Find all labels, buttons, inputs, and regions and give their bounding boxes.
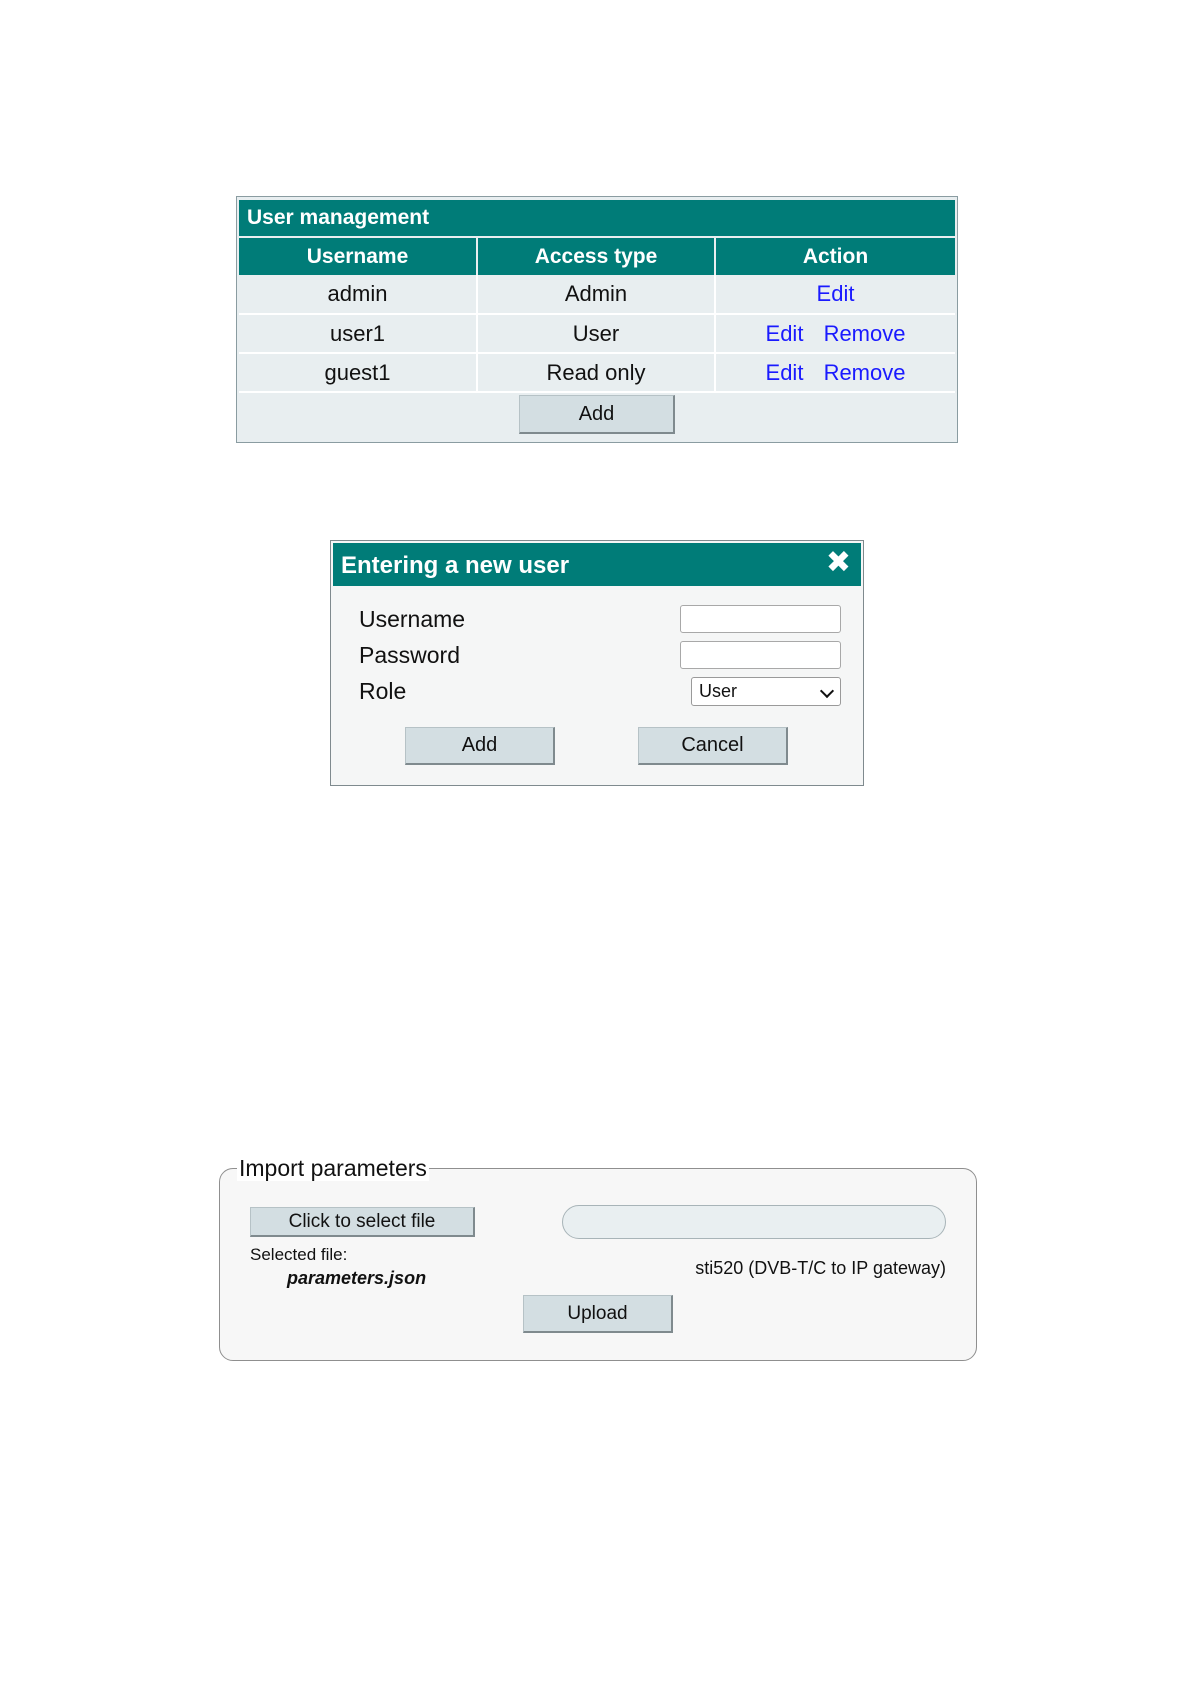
role-label: Role <box>359 678 407 704</box>
edit-link[interactable]: Edit <box>765 320 804 346</box>
table-footer <box>239 392 955 436</box>
device-name: sti520 (DVB-T/C to IP gateway) <box>695 1258 946 1278</box>
dialog-title: Entering a new user <box>341 552 570 579</box>
access-type-cell: User <box>477 314 715 353</box>
user-management-panel <box>236 196 958 443</box>
selected-file-name: parameters.json <box>287 1268 427 1288</box>
chevron-down-icon <box>820 684 834 698</box>
table-row <box>239 353 955 392</box>
import-parameters-fieldset <box>219 1155 977 1361</box>
role-selected-value: User <box>699 681 738 701</box>
select-file-button[interactable]: Click to select file <box>250 1207 475 1237</box>
import-parameters-legend: Import parameters <box>239 1155 427 1181</box>
role-select[interactable] <box>691 677 841 706</box>
dialog-cancel-button[interactable]: Cancel <box>638 727 788 765</box>
column-header-access-type: Access type <box>477 237 715 275</box>
edit-link[interactable]: Edit <box>816 281 855 306</box>
action-cell <box>715 353 955 392</box>
selected-file-label: Selected file: <box>250 1245 348 1264</box>
column-header-action: Action <box>715 237 955 275</box>
username-cell: guest1 <box>239 353 477 392</box>
remove-link[interactable]: Remove <box>823 359 906 385</box>
password-label: Password <box>359 642 460 668</box>
dialog-add-button[interactable]: Add <box>405 727 555 765</box>
table-row <box>239 314 955 353</box>
remove-link[interactable]: Remove <box>823 320 906 346</box>
user-table <box>239 200 955 436</box>
upload-progress-bar <box>562 1205 946 1239</box>
access-type-cell: Read only <box>477 353 715 392</box>
user-management-title: User management <box>239 200 955 237</box>
new-user-dialog <box>330 540 864 786</box>
action-cell <box>715 275 955 314</box>
action-cell <box>715 314 955 353</box>
add-user-button[interactable]: Add <box>519 395 675 434</box>
close-icon[interactable]: ✖ <box>825 546 851 579</box>
dialog-title-bar <box>333 543 861 586</box>
username-label: Username <box>359 606 466 632</box>
username-cell: user1 <box>239 314 477 353</box>
edit-link[interactable]: Edit <box>765 359 804 385</box>
upload-button[interactable]: Upload <box>523 1295 673 1333</box>
access-type-cell: Admin <box>477 275 715 314</box>
password-input[interactable] <box>680 641 841 669</box>
column-header-username: Username <box>239 237 477 275</box>
username-input[interactable] <box>680 605 841 633</box>
username-cell: admin <box>239 275 477 314</box>
table-row <box>239 275 955 314</box>
